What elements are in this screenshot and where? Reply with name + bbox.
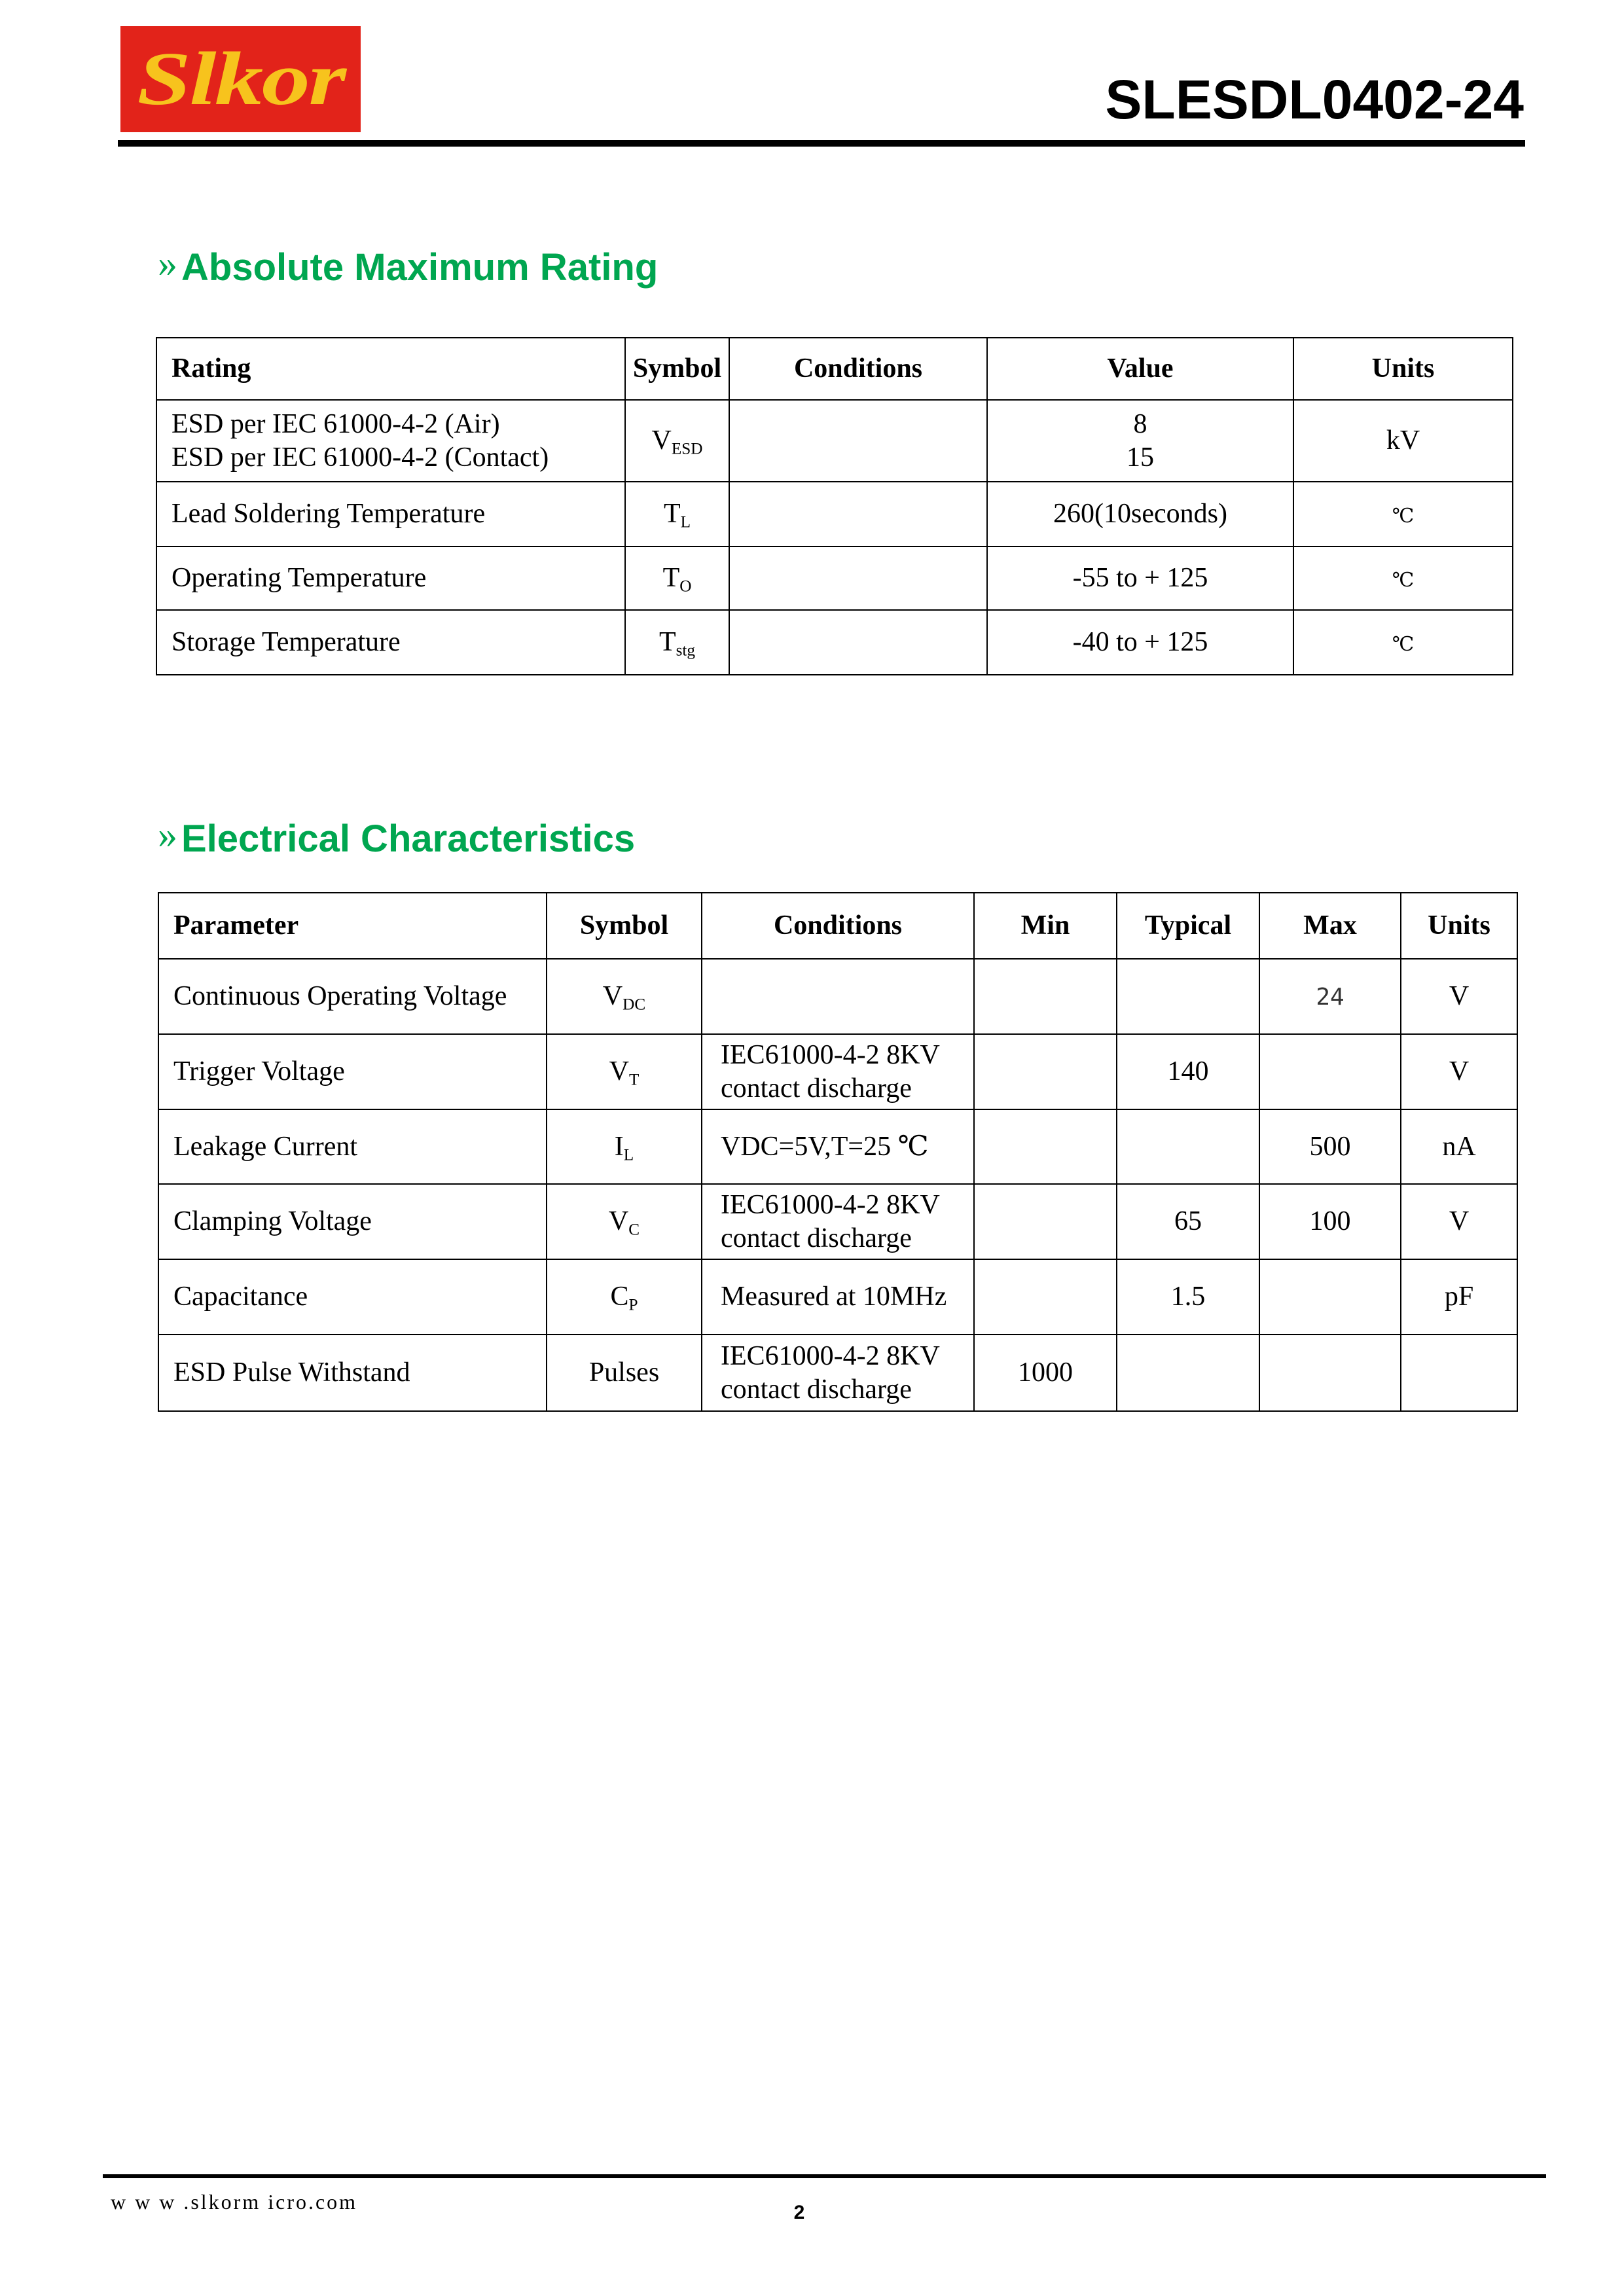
symbol-cell — [547, 1259, 702, 1335]
column-header-symbol: Symbol — [625, 338, 729, 400]
absolute-maximum-rating-table — [156, 337, 1513, 675]
symbol-subscript: L — [680, 513, 691, 531]
max-value: 24 — [1316, 984, 1344, 1011]
table-row — [158, 1335, 1517, 1411]
condition-line: contact discharge — [721, 1223, 912, 1253]
min-cell — [974, 1259, 1117, 1335]
symbol-subscript: L — [623, 1146, 634, 1164]
min-cell: 1000 — [974, 1335, 1117, 1411]
units-cell — [1401, 1335, 1517, 1411]
conditions-cell — [729, 547, 987, 610]
min-cell — [974, 1034, 1117, 1109]
symbol-base: V — [651, 425, 672, 456]
conditions-cell — [729, 482, 987, 547]
value-cell: -40 to + 125 — [987, 610, 1293, 675]
symbol-subscript: ESD — [671, 440, 703, 458]
section-heading-absolute-maximum-rating — [158, 242, 659, 289]
value-cell — [987, 400, 1293, 482]
parameter-cell: Clamping Voltage — [158, 1184, 547, 1259]
symbol-cell — [547, 1034, 702, 1109]
units-cell — [1293, 610, 1513, 675]
units-cell: pF — [1401, 1259, 1517, 1335]
symbol-cell — [547, 1109, 702, 1184]
column-header-max: Max — [1259, 893, 1401, 959]
conditions-cell — [729, 610, 987, 675]
units-cell — [1293, 547, 1513, 610]
section-marker-icon: » — [158, 242, 177, 285]
section-title: Electrical Characteristics — [181, 817, 636, 860]
column-header-symbol: Symbol — [547, 893, 702, 959]
symbol-subscript: O — [679, 577, 692, 596]
celsius-unit: ℃ — [1392, 633, 1415, 656]
conditions-cell — [729, 400, 987, 482]
brand-logo — [120, 26, 361, 132]
conditions-cell — [702, 1259, 974, 1335]
parameter-cell: Trigger Voltage — [158, 1034, 547, 1109]
conditions-cell — [702, 1335, 974, 1411]
typical-cell: 140 — [1117, 1034, 1259, 1109]
typical-cell — [1117, 1109, 1259, 1184]
rating-cell: Operating Temperature — [156, 547, 625, 610]
electrical-characteristics-table — [158, 892, 1518, 1412]
symbol-cell — [625, 482, 729, 547]
table-row — [156, 400, 1513, 482]
max-cell — [1259, 959, 1401, 1034]
typical-cell: 1.5 — [1117, 1259, 1259, 1335]
symbol-subscript: P — [628, 1296, 638, 1314]
value-cell: 260(10seconds) — [987, 482, 1293, 547]
min-cell — [974, 1184, 1117, 1259]
symbol-cell — [547, 1184, 702, 1259]
symbol-subscript: DC — [623, 996, 646, 1014]
symbol-subscript: stg — [676, 641, 696, 660]
symbol-base: T — [663, 499, 681, 529]
symbol-base: V — [609, 1056, 629, 1087]
column-header-rating: Rating — [156, 338, 625, 400]
value-line: 8 — [1133, 409, 1147, 440]
column-header-min: Min — [974, 893, 1117, 959]
rating-cell — [156, 400, 625, 482]
part-number-title: SLESDL0402-24 — [1105, 69, 1524, 130]
conditions-cell — [702, 1034, 974, 1109]
symbol-cell — [625, 610, 729, 675]
parameter-cell: Continuous Operating Voltage — [158, 959, 547, 1034]
table-row — [158, 959, 1517, 1034]
rating-cell: Lead Soldering Temperature — [156, 482, 625, 547]
table-row — [156, 547, 1513, 610]
conditions-cell — [702, 1184, 974, 1259]
rating-line: ESD per IEC 61000-4-2 (Contact) — [171, 442, 549, 473]
conditions-cell — [702, 959, 974, 1034]
parameter-cell: ESD Pulse Withstand — [158, 1335, 547, 1411]
symbol-base: T — [659, 627, 676, 658]
units-cell: V — [1401, 1034, 1517, 1109]
symbol-base: V — [608, 1206, 629, 1237]
symbol-base: T — [662, 563, 680, 594]
units-cell: nA — [1401, 1109, 1517, 1184]
rating-cell: Storage Temperature — [156, 610, 625, 675]
condition-line: Measured at 10MHz — [721, 1282, 947, 1312]
table-row — [156, 482, 1513, 547]
column-header-units: Units — [1401, 893, 1517, 959]
max-cell — [1259, 1034, 1401, 1109]
column-header-typical: Typical — [1117, 893, 1259, 959]
condition-line: IEC61000-4-2 8KV — [721, 1040, 940, 1071]
max-cell — [1259, 1335, 1401, 1411]
table-row — [156, 610, 1513, 675]
condition-line: contact discharge — [721, 1374, 912, 1405]
symbol-base: Pulses — [588, 1357, 660, 1388]
table-row — [158, 1184, 1517, 1259]
symbol-cell — [625, 400, 729, 482]
conditions-cell — [702, 1109, 974, 1184]
symbol-cell — [547, 959, 702, 1034]
symbol-cell — [547, 1335, 702, 1411]
table-row — [158, 1109, 1517, 1184]
symbol-cell — [625, 547, 729, 610]
column-header-parameter: Parameter — [158, 893, 547, 959]
column-header-value: Value — [987, 338, 1293, 400]
value-cell: -55 to + 125 — [987, 547, 1293, 610]
condition-line: IEC61000-4-2 8KV — [721, 1190, 940, 1221]
symbol-subscript: C — [628, 1221, 640, 1239]
typical-cell — [1117, 959, 1259, 1034]
rating-line: ESD per IEC 61000-4-2 (Air) — [171, 409, 500, 440]
table-row — [158, 1034, 1517, 1109]
condition-line: IEC61000-4-2 8KV — [721, 1341, 940, 1372]
table-header-row — [158, 893, 1517, 959]
page-number: 2 — [793, 2202, 805, 2223]
footer-rule — [103, 2174, 1546, 2178]
section-title: Absolute Maximum Rating — [181, 246, 659, 289]
min-cell — [974, 1109, 1117, 1184]
table-row — [158, 1259, 1517, 1335]
symbol-subscript: T — [628, 1071, 640, 1089]
typical-cell: 65 — [1117, 1184, 1259, 1259]
units-cell: kV — [1293, 400, 1513, 482]
website-url: w w w .slkorm icro.com — [111, 2190, 358, 2214]
logo-wordmark: Slkor — [136, 37, 345, 121]
symbol-base: V — [602, 981, 623, 1012]
min-cell — [974, 959, 1117, 1034]
column-header-conditions: Conditions — [702, 893, 974, 959]
units-cell: V — [1401, 1184, 1517, 1259]
column-header-units: Units — [1293, 338, 1513, 400]
max-cell: 100 — [1259, 1184, 1401, 1259]
table-header-row — [156, 338, 1513, 400]
section-heading-electrical-characteristics — [158, 813, 636, 860]
header-rule — [118, 140, 1525, 147]
symbol-base: I — [614, 1131, 624, 1162]
celsius-unit: ℃ — [1392, 505, 1415, 528]
symbol-base: C — [610, 1282, 629, 1312]
units-cell — [1293, 482, 1513, 547]
column-header-conditions: Conditions — [729, 338, 987, 400]
max-cell: 500 — [1259, 1109, 1401, 1184]
value-line: 15 — [1127, 442, 1154, 473]
celsius-unit: ℃ — [1392, 569, 1415, 592]
units-cell: V — [1401, 959, 1517, 1034]
max-cell — [1259, 1259, 1401, 1335]
condition-line: contact discharge — [721, 1073, 912, 1103]
parameter-cell: Leakage Current — [158, 1109, 547, 1184]
condition-line: VDC=5V,T=25 ℃ — [721, 1131, 929, 1162]
parameter-cell: Capacitance — [158, 1259, 547, 1335]
typical-cell — [1117, 1335, 1259, 1411]
section-marker-icon: » — [158, 813, 177, 856]
